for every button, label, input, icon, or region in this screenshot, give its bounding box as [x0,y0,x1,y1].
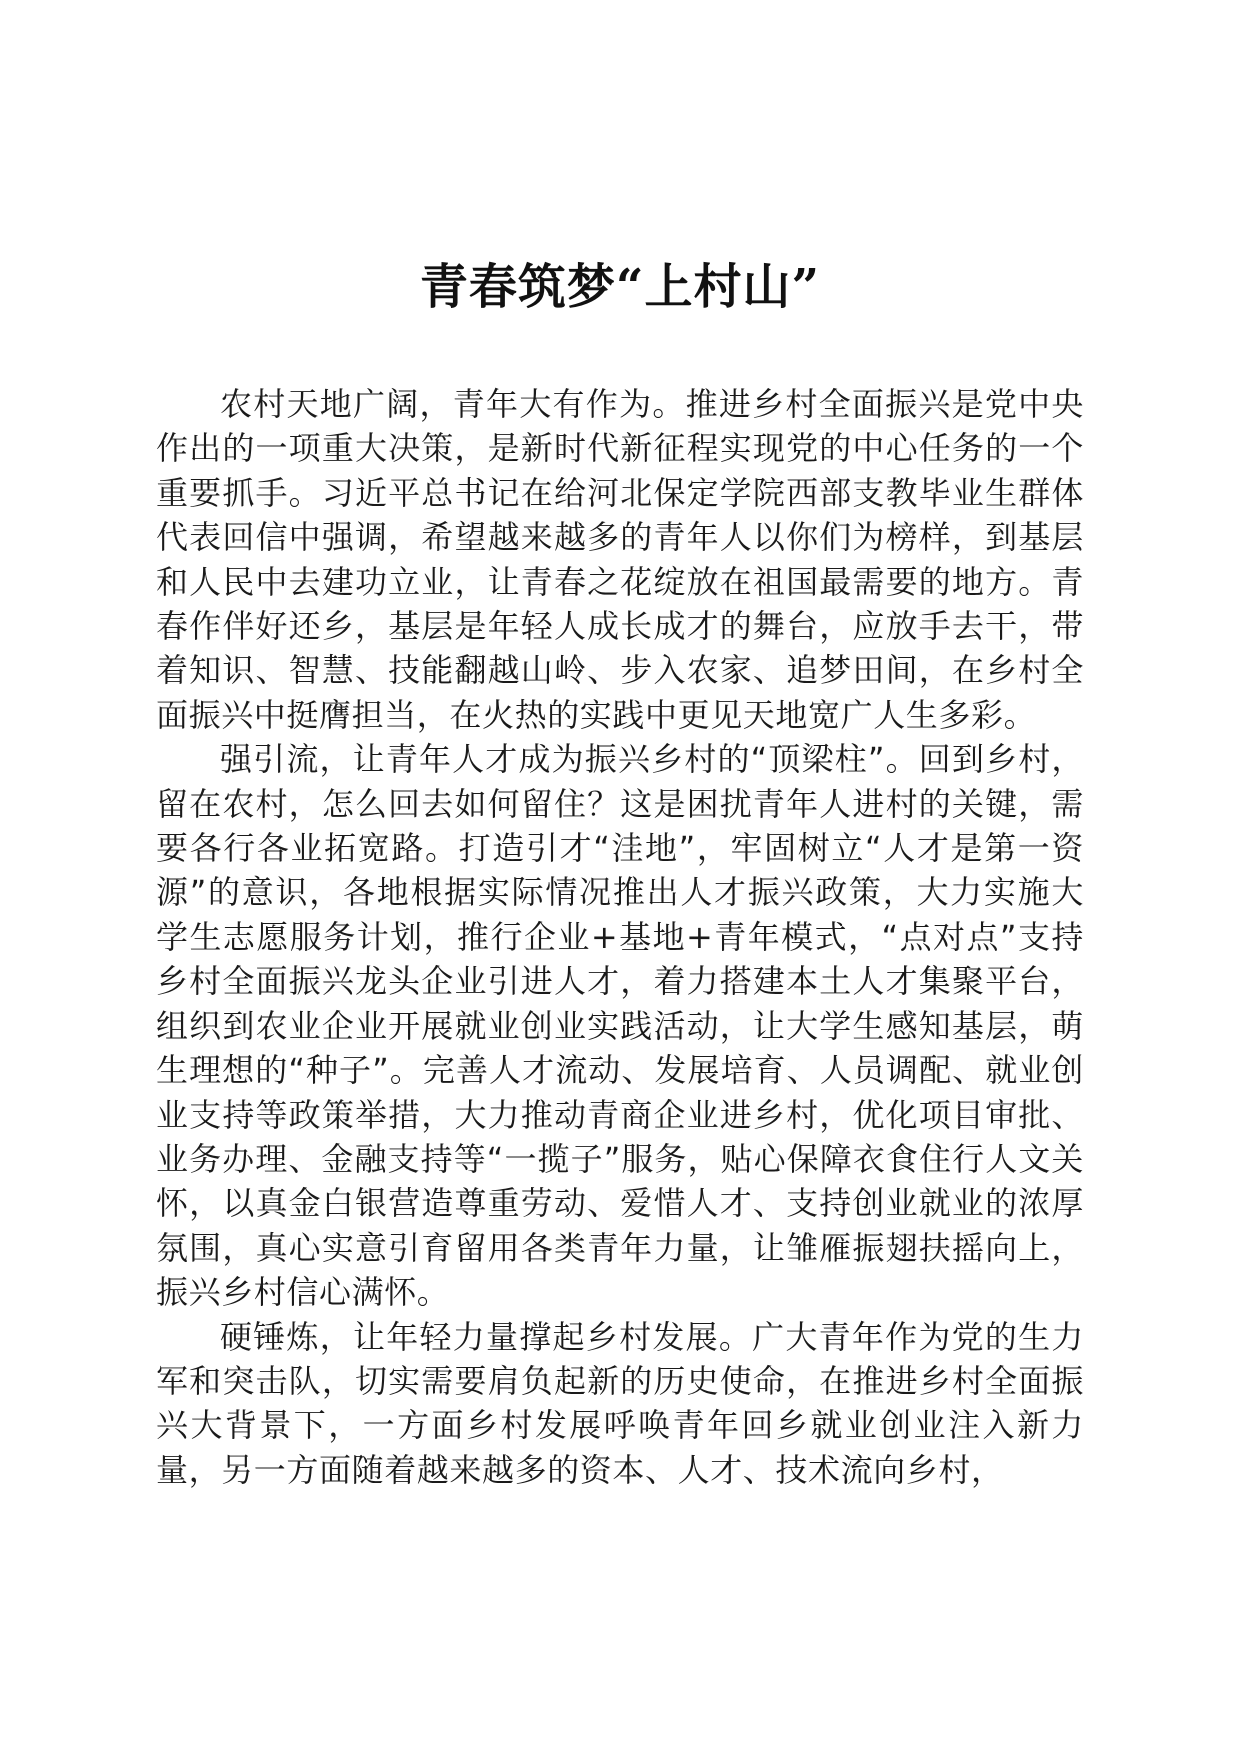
document-body [156,382,1084,1492]
paragraph-attract-talent: 强引流，让青年人才成为振兴乡村的“顶梁柱”。回到乡村，留在农村，怎么回去如何留住？这是困扰青年人进村的关键，需要各行各业拓宽路。打造引才“洼地”，牢固树立“人才是第一资源”的意识，各地根据实际情况推出人才振兴政策，大力实施大学生志愿服务计划，推行企业+基地+青年模式，“点对点”支持乡村全面振兴龙头企业引进人才，着力搭建本土人才集聚平台，组织到农业企业开展就业创业实践活动，让大学生感知基层，萌生理想的“种子”。完善人才流动、发展培育、人员调配、就业创业支持等政策举措，大力推动青商企业进乡村，优化项目审批、业务办理、金融支持等“一揽子”服务，贴心保障衣食住行人文关怀，以真金白银营造尊重劳动、爱惜人才、支持创业就业的浓厚氛围，真心实意引育留用各类青年力量，让雏雁振翅扶摇向上，振兴乡村信心满怀。 [156,740,1084,1312]
paragraph-intro: 农村天地广阔，青年大有作为。推进乡村全面振兴是党中央作出的一项重大决策，是新时代新征程实现党的中心任务的一个重要抓手。习近平总书记在给河北保定学院西部支教毕业生群体代表回信中强调，希望越来越多的青年人以你们为榜样，到基层和人民中去建功立业，让青春之花绽放在祖国最需要的地方。青春作伴好还乡，基层是年轻人成长成才的舞台，应放手去干，带着知识、智慧、技能翻越山岭、步入农家、追梦田间，在乡村全面振兴中挺膺担当，在火热的实践中更见天地宽广人生多彩。 [156,385,1084,734]
paragraph-hard-training: 硬锤炼，让年轻力量撑起乡村发展。广大青年作为党的生力军和突击队，切实需要肩负起新的历史使命，在推进乡村全面振兴大背景下，一方面乡村发展呼唤青年回乡就业创业注入新力量，另一方面随着越来越多的资本、人才、技术流向乡村， [156,1317,1084,1489]
document-title: 青春筑梦“上村山” [419,259,821,315]
